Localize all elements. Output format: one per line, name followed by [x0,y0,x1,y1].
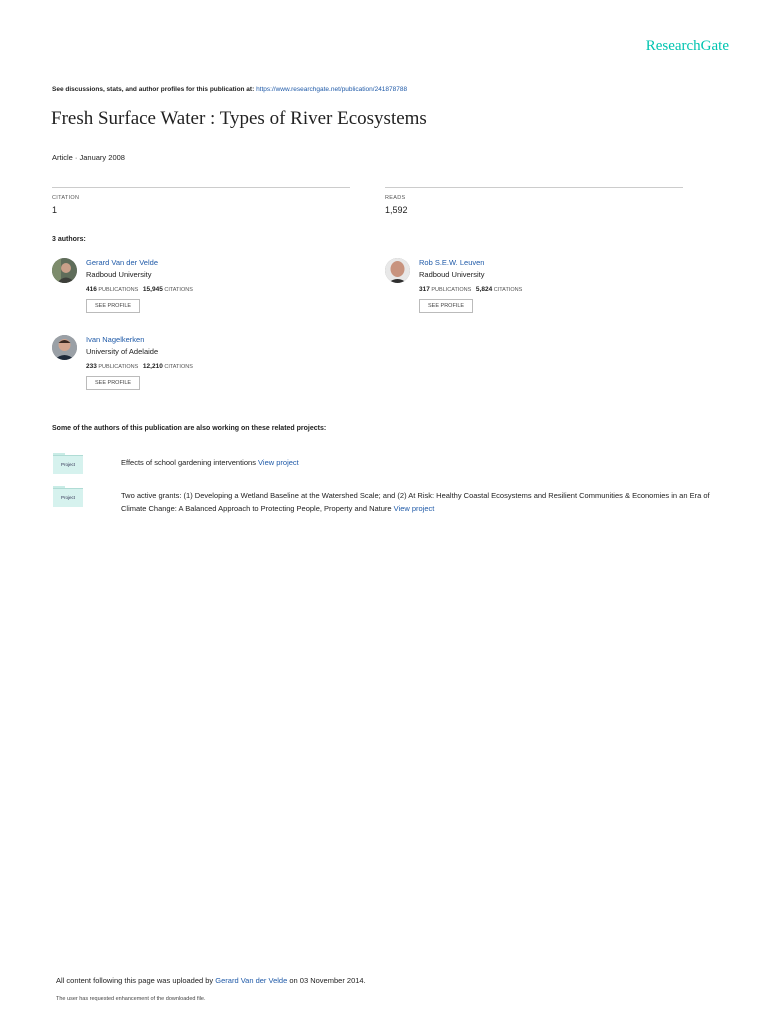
project-tag-label: Project [53,455,83,474]
author-photo-icon [52,335,77,360]
citations-label: CITATIONS [164,287,193,293]
enhancement-note: The user has requested enhancement of the downloaded file. [56,996,206,1002]
see-profile-button[interactable]: SEE PROFILE [86,376,140,390]
project-folder-icon[interactable] [53,453,83,473]
author-counts [86,286,346,293]
author-name-link[interactable]: Ivan Nagelkerken [86,335,145,344]
see-discussions-text: See discussions, stats, and author profiles for this publication at: [52,86,257,93]
publications-label: PUBLICATIONS [98,364,139,370]
avatar[interactable] [52,335,77,360]
project-text: Effects of school gardening interventions [121,458,259,467]
author-counts [86,363,346,370]
author-photo-icon [52,258,77,283]
project-folder-icon[interactable] [53,486,83,506]
article-meta: Article · January 2008 [52,153,125,162]
author-name-link[interactable]: Rob S.E.W. Leuven [419,258,485,267]
authors-heading: 3 authors: [52,236,86,243]
publications-count: 317 [419,286,430,293]
reads-stat [385,187,683,215]
reads-label: READS [385,195,406,201]
publications-label: PUBLICATIONS [431,287,472,293]
citation-stat [52,187,350,215]
citations-label: CITATIONS [164,364,193,370]
project-text: Two active grants: (1) Developing a Wetland Baseline at the Watershed Scale; and (2) At Risk: Healthy Coastal Ecosystems and Resilient Communities & Economies in an Era of Climate Change: A Balanced Approach to Protecting People, Property and Nature [121,491,710,513]
uploader-link[interactable]: Gerard Van der Velde [215,976,288,985]
author-institution: University of Adelaide [86,347,159,356]
author-counts [419,286,679,293]
upload-note [56,976,366,985]
author-photo-icon [385,258,410,283]
researchgate-logo[interactable]: ResearchGate [645,38,729,54]
project-description [121,489,711,515]
reads-value: 1,592 [385,205,408,215]
publication-url-link[interactable]: https://www.researchgate.net/publication/241878788 [256,86,408,93]
avatar[interactable] [385,258,410,283]
see-profile-button[interactable]: SEE PROFILE [86,299,140,313]
upload-prefix: All content following this page was uploaded by [56,976,216,985]
citations-label: CITATIONS [493,287,523,293]
citation-value: 1 [52,205,58,215]
citations-count: 15,945 [142,286,163,293]
see-profile-button[interactable]: SEE PROFILE [419,299,473,313]
publications-count: 416 [86,286,97,293]
divider [52,187,350,188]
upload-suffix: on 03 November 2014. [287,976,366,985]
citation-label: CITATION [52,195,80,201]
author-name-link[interactable]: Gerard Van der Velde [86,258,158,267]
publications-count: 233 [86,363,97,370]
project-tag-label: Project [53,488,83,507]
citations-count: 12,210 [142,363,163,370]
related-projects-heading: Some of the authors of this publication are also working on these related projects: [52,425,327,432]
divider [385,187,683,188]
view-project-link[interactable]: View project [393,504,435,513]
publication-title: Fresh Surface Water : Types of River Ecosystems [51,108,427,129]
publications-label: PUBLICATIONS [98,287,139,293]
avatar[interactable] [52,258,77,283]
project-description [121,456,711,469]
citations-count: 5,824 [475,286,493,293]
view-project-link[interactable]: View project [258,458,299,467]
author-institution: Radboud University [419,270,485,279]
author-institution: Radboud University [86,270,152,279]
see-discussions-line [52,86,407,93]
